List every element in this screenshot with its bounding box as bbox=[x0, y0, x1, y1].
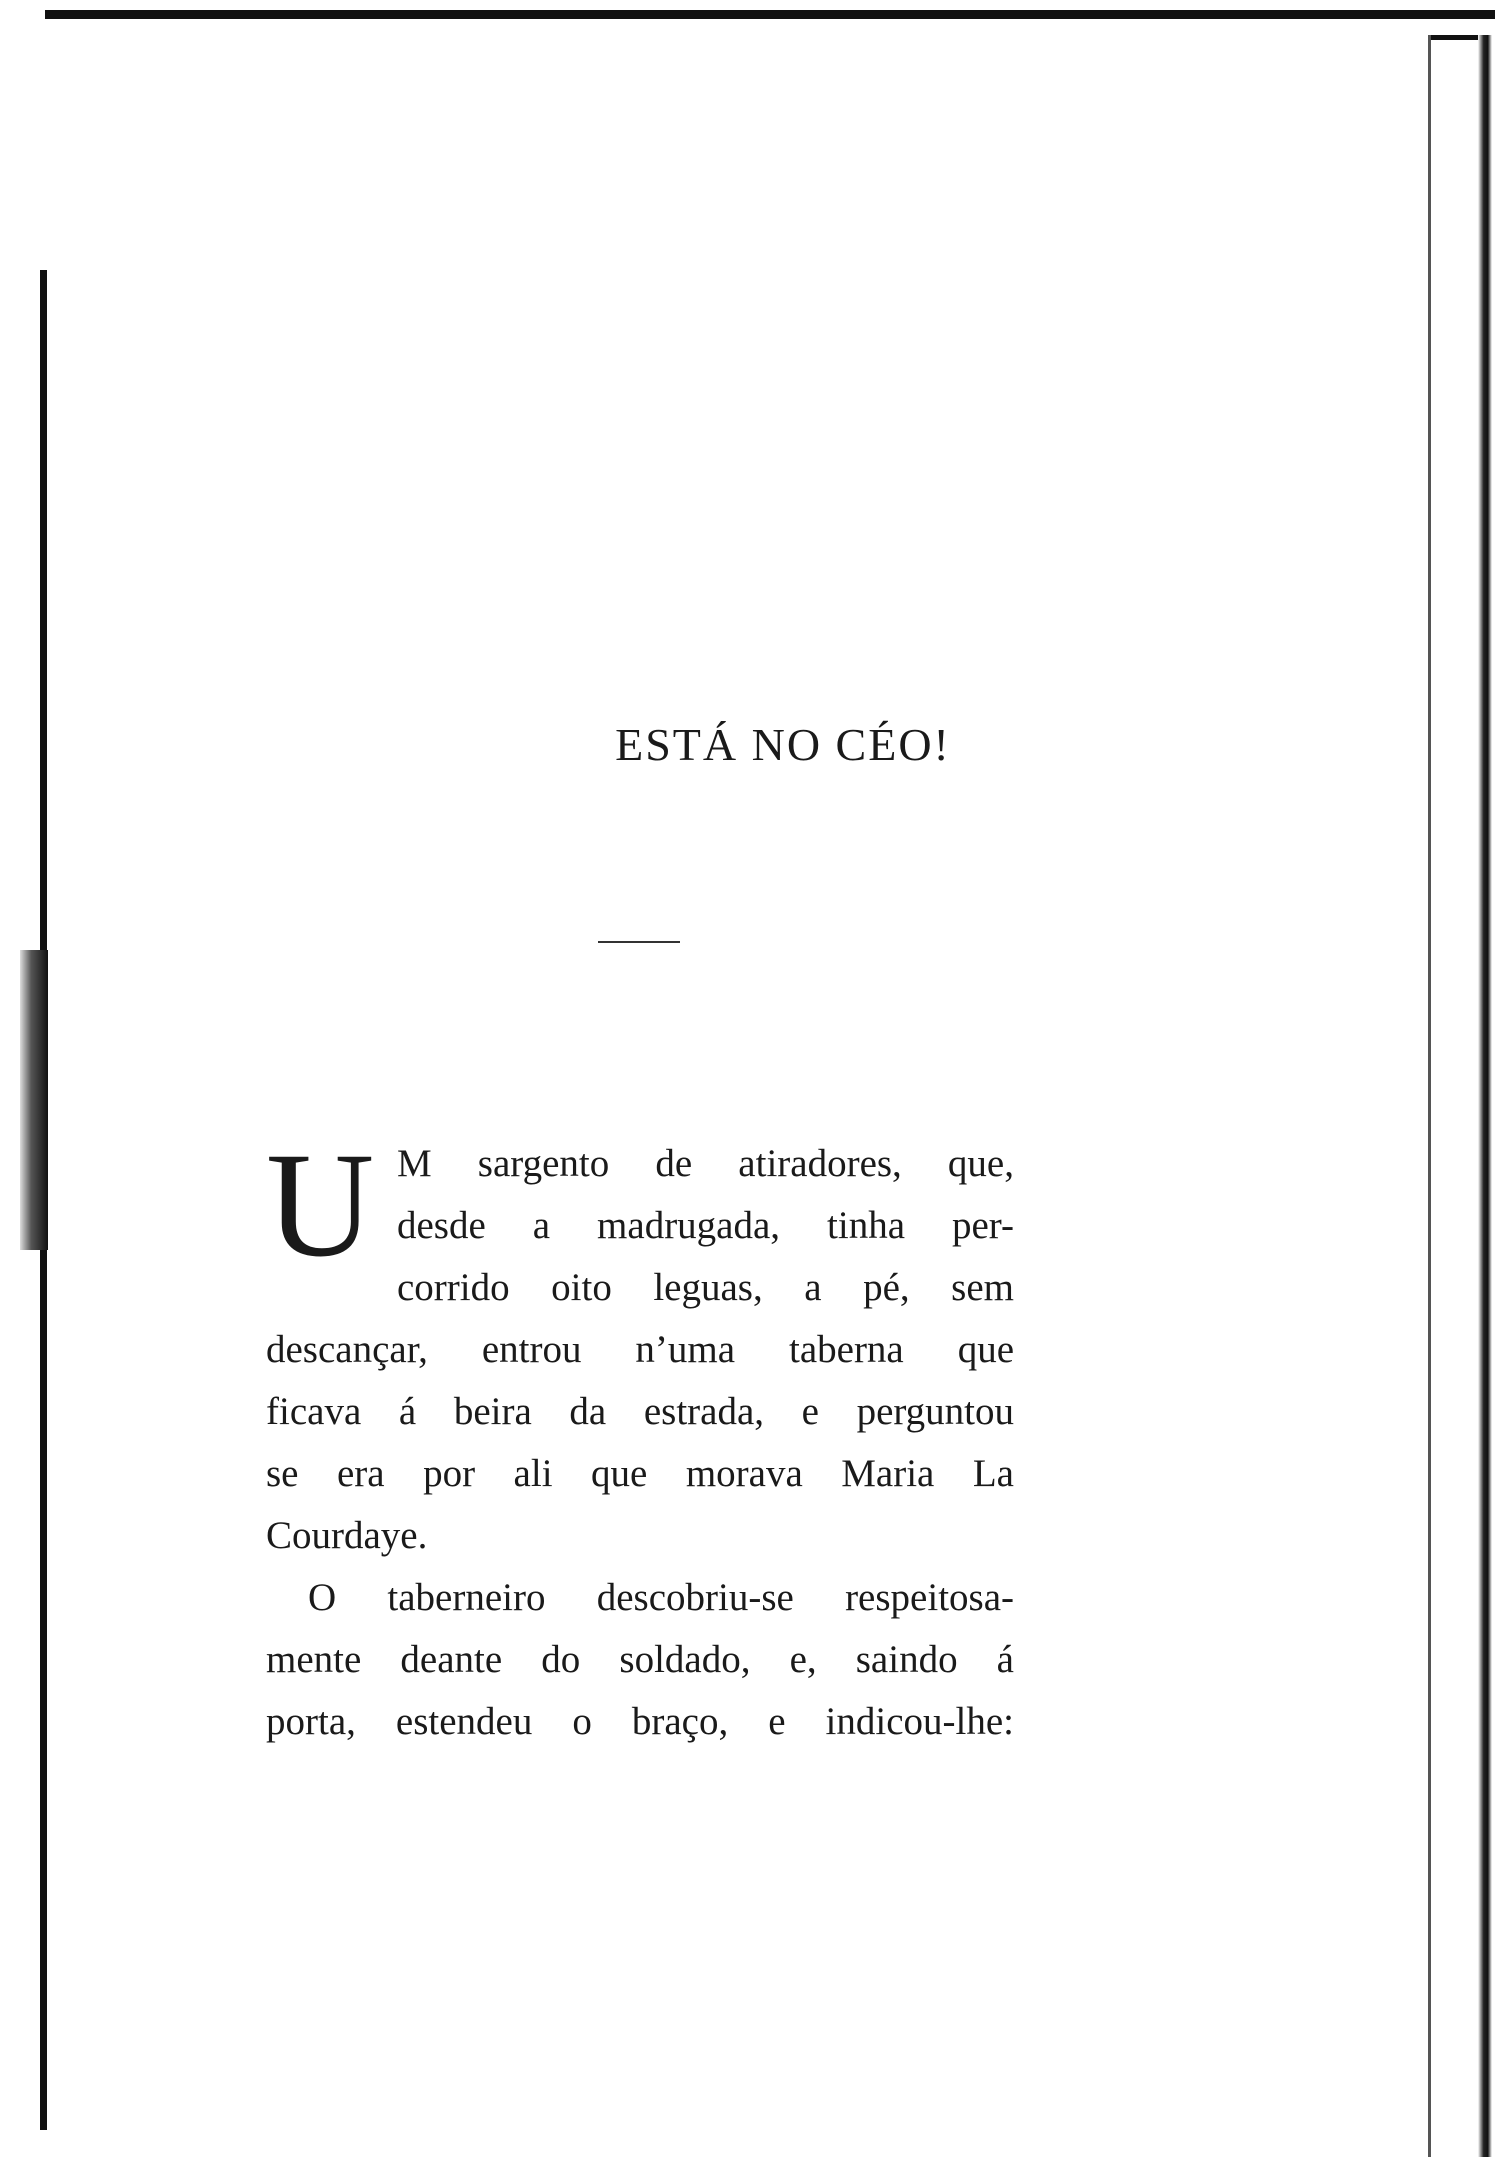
drop-cap: U bbox=[266, 1122, 375, 1288]
text-line: mente deante do soldado, e, saindo á bbox=[266, 1638, 1014, 1681]
text-line: ficava á beira da estrada, e perguntou bbox=[266, 1390, 1014, 1433]
chapter-title: ESTÁ NO CÉO! bbox=[615, 719, 951, 770]
text-line: descançar, entrou n’uma taberna que bbox=[266, 1328, 1014, 1371]
title-rule bbox=[598, 941, 680, 943]
text-line: porta, estendeu o braço, e indicou-lhe: bbox=[266, 1700, 1014, 1743]
text-line: corrido oito leguas, a pé, sem bbox=[397, 1266, 1014, 1309]
text-line: Courdaye. bbox=[266, 1514, 428, 1557]
page-edge-right bbox=[1478, 35, 1492, 2157]
text-line: desde a madrugada, tinha per- bbox=[397, 1204, 1014, 1247]
page-edge-top bbox=[45, 10, 1495, 19]
paragraph-1-lead bbox=[397, 1133, 1014, 1319]
page-edge-right-inner bbox=[1428, 35, 1431, 2157]
page-edge-left-shadow bbox=[20, 950, 48, 1250]
text-line: O taberneiro descobriu-se respeitosa- bbox=[308, 1576, 1014, 1619]
paragraph-1 bbox=[266, 1319, 1014, 1567]
paragraph-2 bbox=[266, 1567, 1014, 1753]
text-line: se era por ali que morava Maria La bbox=[266, 1452, 1014, 1495]
text-line: M sargento de atiradores, que, bbox=[397, 1142, 1014, 1185]
